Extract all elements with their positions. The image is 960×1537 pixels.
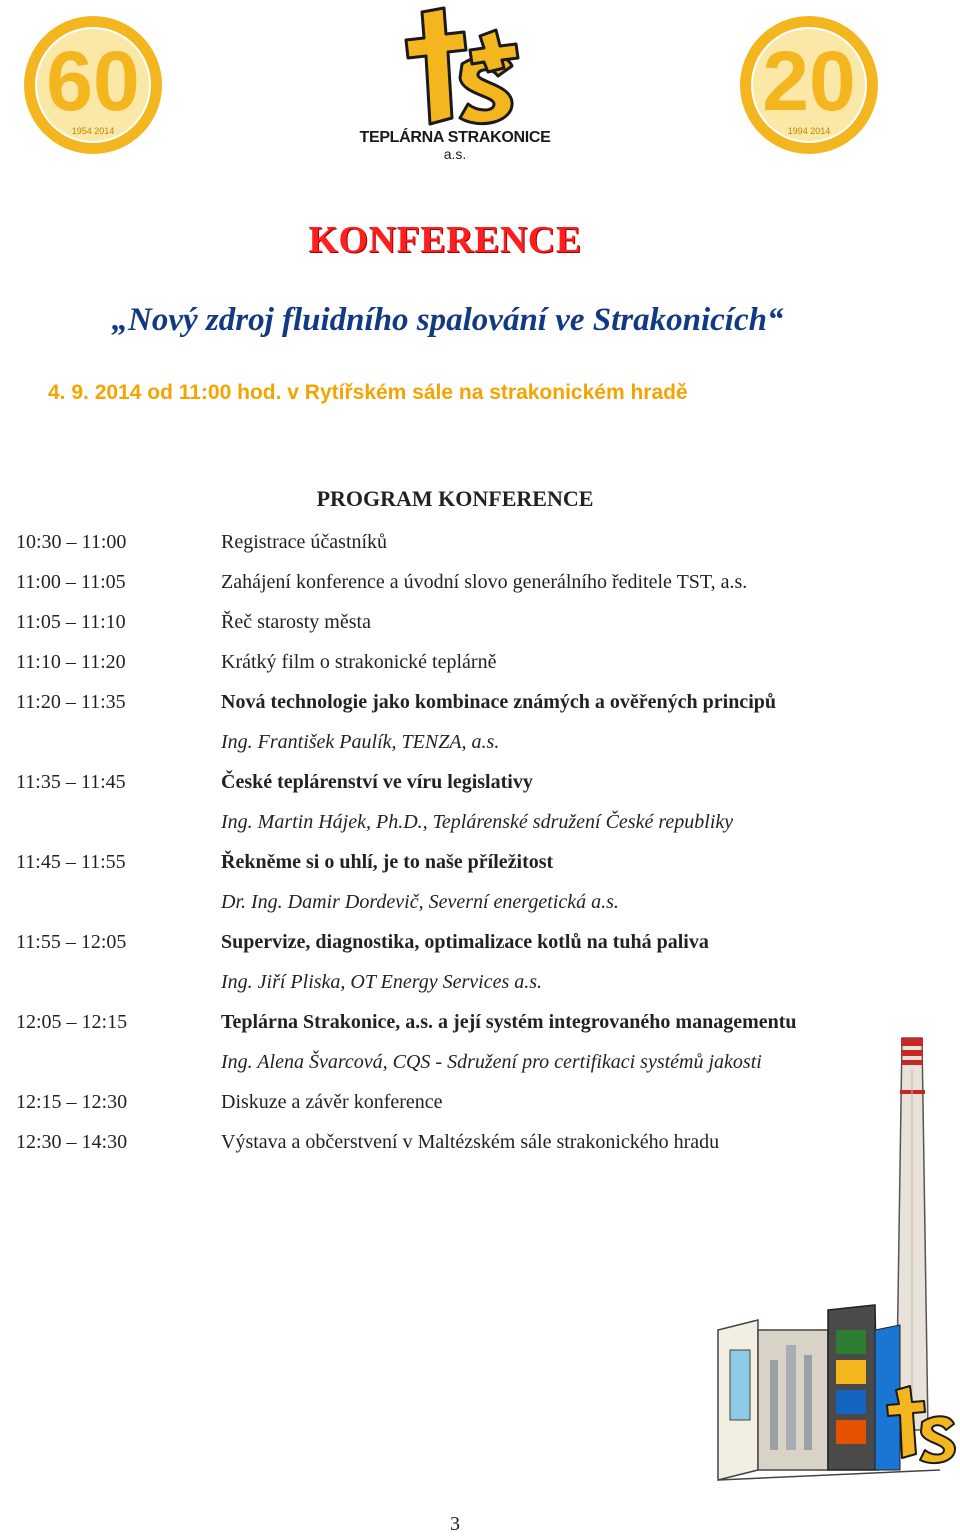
schedule-speaker-row — [0, 891, 960, 931]
conference-title: KONFERENCE — [308, 219, 582, 261]
conference-date-location: 4. 9. 2014 od 11:00 hod. v Rytířském sále na strakonickém hradě — [48, 381, 688, 404]
schedule-speaker: Ing. Martin Hájek, Ph.D., Teplárenské sdružení České republiky — [221, 811, 734, 833]
schedule-row — [0, 771, 960, 811]
schedule-title: Nová technologie jako kombinace známých a ověřených principů — [221, 691, 776, 713]
schedule-time: 12:05 – 12:15 — [16, 1011, 128, 1033]
badge-60-years: 1954 2014 — [71, 126, 115, 136]
schedule-speaker: Ing. František Paulík, TENZA, a.s. — [221, 731, 500, 753]
schedule-time: 11:35 – 11:45 — [16, 771, 126, 793]
schedule-speaker-row — [0, 731, 960, 771]
schedule-title: Teplárna Strakonice, a.s. a její systém integrovaného managementu — [221, 1011, 797, 1033]
anniversary-20-badge — [738, 14, 880, 156]
schedule-row — [0, 611, 960, 651]
schedule-time: 11:45 – 11:55 — [16, 851, 126, 873]
schedule-row — [0, 851, 960, 891]
company-name: TEPLÁRNA STRAKONICE — [359, 129, 551, 146]
schedule-title: Diskuze a závěr konference — [221, 1091, 443, 1113]
schedule-title: Krátký film o strakonické teplárně — [221, 651, 497, 673]
schedule-speaker-row — [0, 811, 960, 851]
schedule-time: 12:15 – 12:30 — [16, 1091, 128, 1113]
conference-subtitle: „Nový zdroj fluidního spalování ve Strakonicích“ — [111, 302, 784, 338]
schedule-row — [0, 651, 960, 691]
schedule-speaker: Ing. Jiří Pliska, OT Energy Services a.s. — [221, 971, 543, 993]
schedule-title: Zahájení konference a úvodní slovo generálního ředitele TST, a.s. — [221, 571, 748, 593]
schedule-title: Řeč starosty města — [221, 611, 371, 633]
badge-60-number: 60 — [46, 34, 140, 128]
program-heading: PROGRAM KONFERENCE — [316, 486, 594, 511]
schedule-time: 11:55 – 12:05 — [16, 931, 127, 953]
company-suffix: a.s. — [443, 146, 467, 162]
schedule-speaker-row — [0, 971, 960, 1011]
schedule-row — [0, 691, 960, 731]
schedule-speaker: Dr. Ing. Damir Dordevič, Severní energetická a.s. — [221, 891, 619, 913]
badge-20-years: 1994 2014 — [787, 126, 831, 136]
schedule-row — [0, 931, 960, 971]
schedule-title: Registrace účastníků — [221, 531, 388, 553]
schedule-title: České teplárenství ve víru legislativy — [221, 771, 533, 793]
schedule-speaker: Ing. Alena Švarcová, CQS - Sdružení pro certifikaci systémů jakosti — [221, 1051, 762, 1073]
schedule-row — [0, 531, 960, 571]
schedule-title: Supervize, diagnostika, optimalizace kotlů na tuhá paliva — [221, 931, 709, 953]
schedule-time: 10:30 – 11:00 — [16, 531, 127, 553]
schedule-title: Výstava a občerstvení v Maltézském sále strakonického hradu — [221, 1131, 720, 1153]
schedule-time: 11:10 – 11:20 — [16, 651, 126, 673]
badge-20-number: 20 — [762, 34, 856, 128]
schedule-title: Řekněme si o uhlí, je to naše příležitost — [221, 851, 554, 873]
heating-plant-illustration — [700, 1030, 960, 1490]
anniversary-60-badge — [22, 14, 164, 156]
schedule-time: 11:20 – 11:35 — [16, 691, 126, 713]
schedule-time: 11:05 – 11:10 — [16, 611, 126, 633]
page-number: 3 — [450, 1513, 460, 1535]
chimney-icon — [896, 1038, 928, 1430]
schedule-time: 12:30 – 14:30 — [16, 1131, 128, 1153]
schedule-time: 11:00 – 11:05 — [16, 571, 126, 593]
schedule-row — [0, 571, 960, 611]
